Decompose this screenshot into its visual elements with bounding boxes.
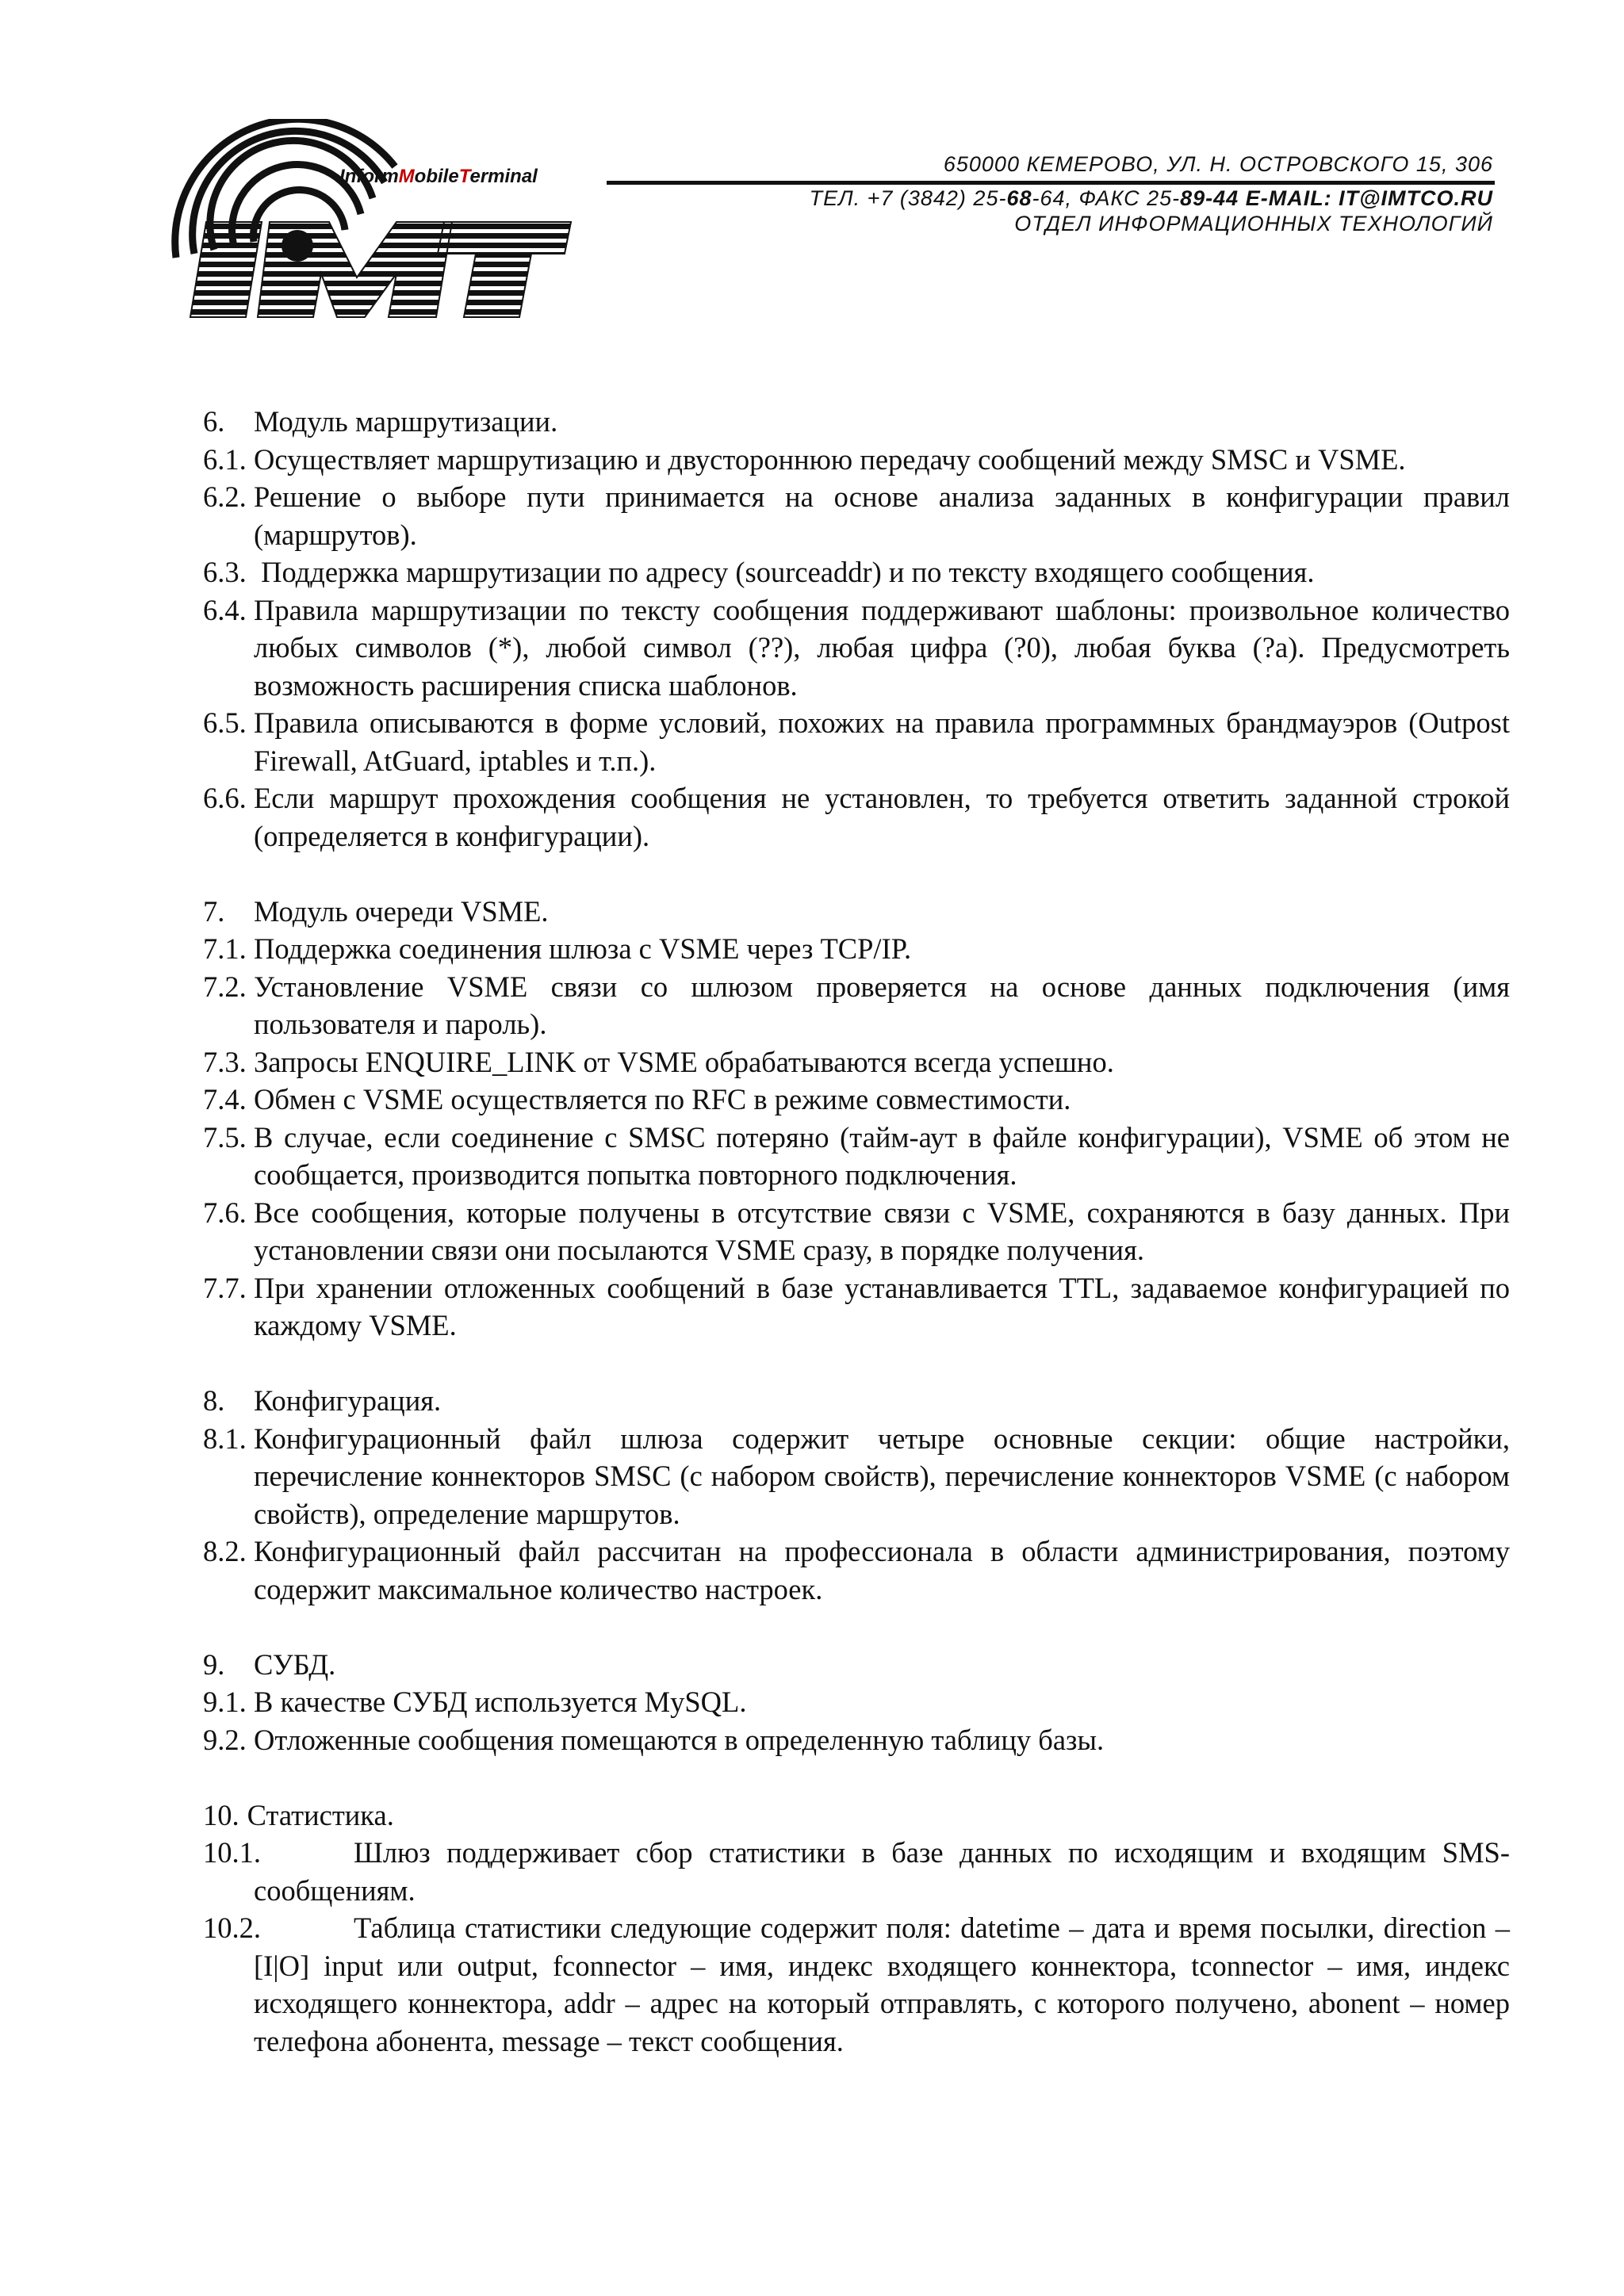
list-item: 6.5. Правила описываются в форме условий, похожих на правила программных брандмауэров (Outpost Firewall, AtGuard, iptables и т.п.). — [203, 706, 1510, 777]
section-heading: 6. Модуль маршрутизации. — [203, 405, 558, 438]
company-department: ОТДЕЛ ИНФОРМАЦИОННЫХ ТЕХНОЛОГИЙ — [1014, 212, 1493, 235]
section-10 — [203, 1797, 1510, 2061]
list-item: 10.1. Шлюз поддерживает сбор статистики в базе данных по исходящим и входящим SMS-сообщениям. — [203, 1836, 1510, 1907]
section-heading: 8. Конфигурация. — [203, 1384, 442, 1417]
list-item: 9.1. В качестве СУБД используется MySQL. — [203, 1686, 747, 1718]
list-item: 6.4. Правила маршрутизации по тексту сообщения поддерживают шаблоны: произвольное количество любых символов (*), любой символ (??), любая цифра (?0), любая буква (?a). Предусмотреть возможность расширения списка шаблонов. — [203, 593, 1510, 702]
list-item: 7.1. Поддержка соединения шлюза с VSME через TCP/IP. — [203, 932, 912, 965]
section-6 — [203, 403, 1510, 855]
list-item: 8.1. Конфигурационный файл шлюза содержит четыре основные секции: общие настройки, перечисление коннекторов SMSC (с набором свойств), перечисление коннекторов VSME (с набором свойств), определение маршрутов. — [203, 1422, 1510, 1530]
company-logo — [159, 119, 579, 333]
list-item: 7.2. Установление VSME связи со шлюзом проверяется на основе данных подключения (имя пользователя и пароль). — [203, 970, 1510, 1040]
section-7 — [203, 893, 1510, 1345]
imt-logo-graphic — [159, 119, 579, 333]
list-item: 6.3. Поддержка маршрутизации по адресу (sourceaddr) и по тексту входящего сообщения. — [203, 556, 1315, 588]
document-body — [203, 403, 1510, 2060]
list-item: 10.2. Таблица статистики следующие содержит поля: datetime – дата и время посылки, direction – [I|O] input или output, fconnector – имя, индекс входящего коннектора, tconnector – имя, индекс исходящего коннектора, addr – адрес на который отправлять, с которого получено, abonent – номер телефона абонента, message – текст сообщения. — [203, 1911, 1510, 2057]
list-item: 7.5. В случае, если соединение с SMSC потеряно (тайм-аут в файле конфигурации), VSME об этом не сообщается, производится попытка повторного подключения. — [203, 1120, 1510, 1191]
section-8 — [203, 1382, 1510, 1608]
section-heading: 7. Модуль очереди VSME. — [203, 894, 549, 928]
company-address: 650000 КЕМЕРОВО, УЛ. Н. ОСТРОВСКОГО 15, 306 — [943, 152, 1493, 176]
list-item: 6.2. Решение о выборе пути принимается на основе анализа заданных в конфигурации правил (маршрутов). — [203, 480, 1510, 551]
list-item: 8.2. Конфигурационный файл рассчитан на профессионала в области администрирования, поэтому содержит максимальное количество настроек. — [203, 1535, 1510, 1605]
section-heading: 10. Статистика. — [203, 1798, 394, 1831]
list-item: 6.1. Осуществляет маршрутизацию и двустороннюю передачу сообщений между SMSC и VSME. — [203, 442, 1406, 476]
list-item: 9.2. Отложенные сообщения помещаются в определенную таблицу базы. — [203, 1723, 1105, 1756]
section-heading: 9. СУБД. — [203, 1647, 336, 1681]
list-item: 7.6. Все сообщения, которые получены в отсутствие связи с VSME, сохраняются в базу данных. При установлении связи они посылаются VSME сразу, в порядке получения. — [203, 1196, 1510, 1266]
brand-small-text: InformMobileTerminal — [339, 166, 538, 187]
list-item: 7.4. Обмен с VSME осуществляется по RFC в режиме совместимости. — [203, 1083, 1071, 1115]
section-9 — [203, 1646, 1510, 1759]
company-contacts: ТЕЛ. +7 (3842) 25-68-64, ФАКС 25-89-44 E-MAIL: IT@IMTCO.RU — [809, 186, 1493, 210]
list-item: 7.7. При хранении отложенных сообщений в базе устанавливается TTL, задаваемое конфигурацией по каждому VSME. — [203, 1271, 1510, 1341]
list-item: 6.6. Если маршрут прохождения сообщения не установлен, то требуется ответить заданной строкой (определяется в конфигурации). — [203, 782, 1510, 852]
list-item: 7.3. Запросы ENQUIRE_LINK от VSME обрабатываются всегда успешно. — [203, 1045, 1114, 1078]
